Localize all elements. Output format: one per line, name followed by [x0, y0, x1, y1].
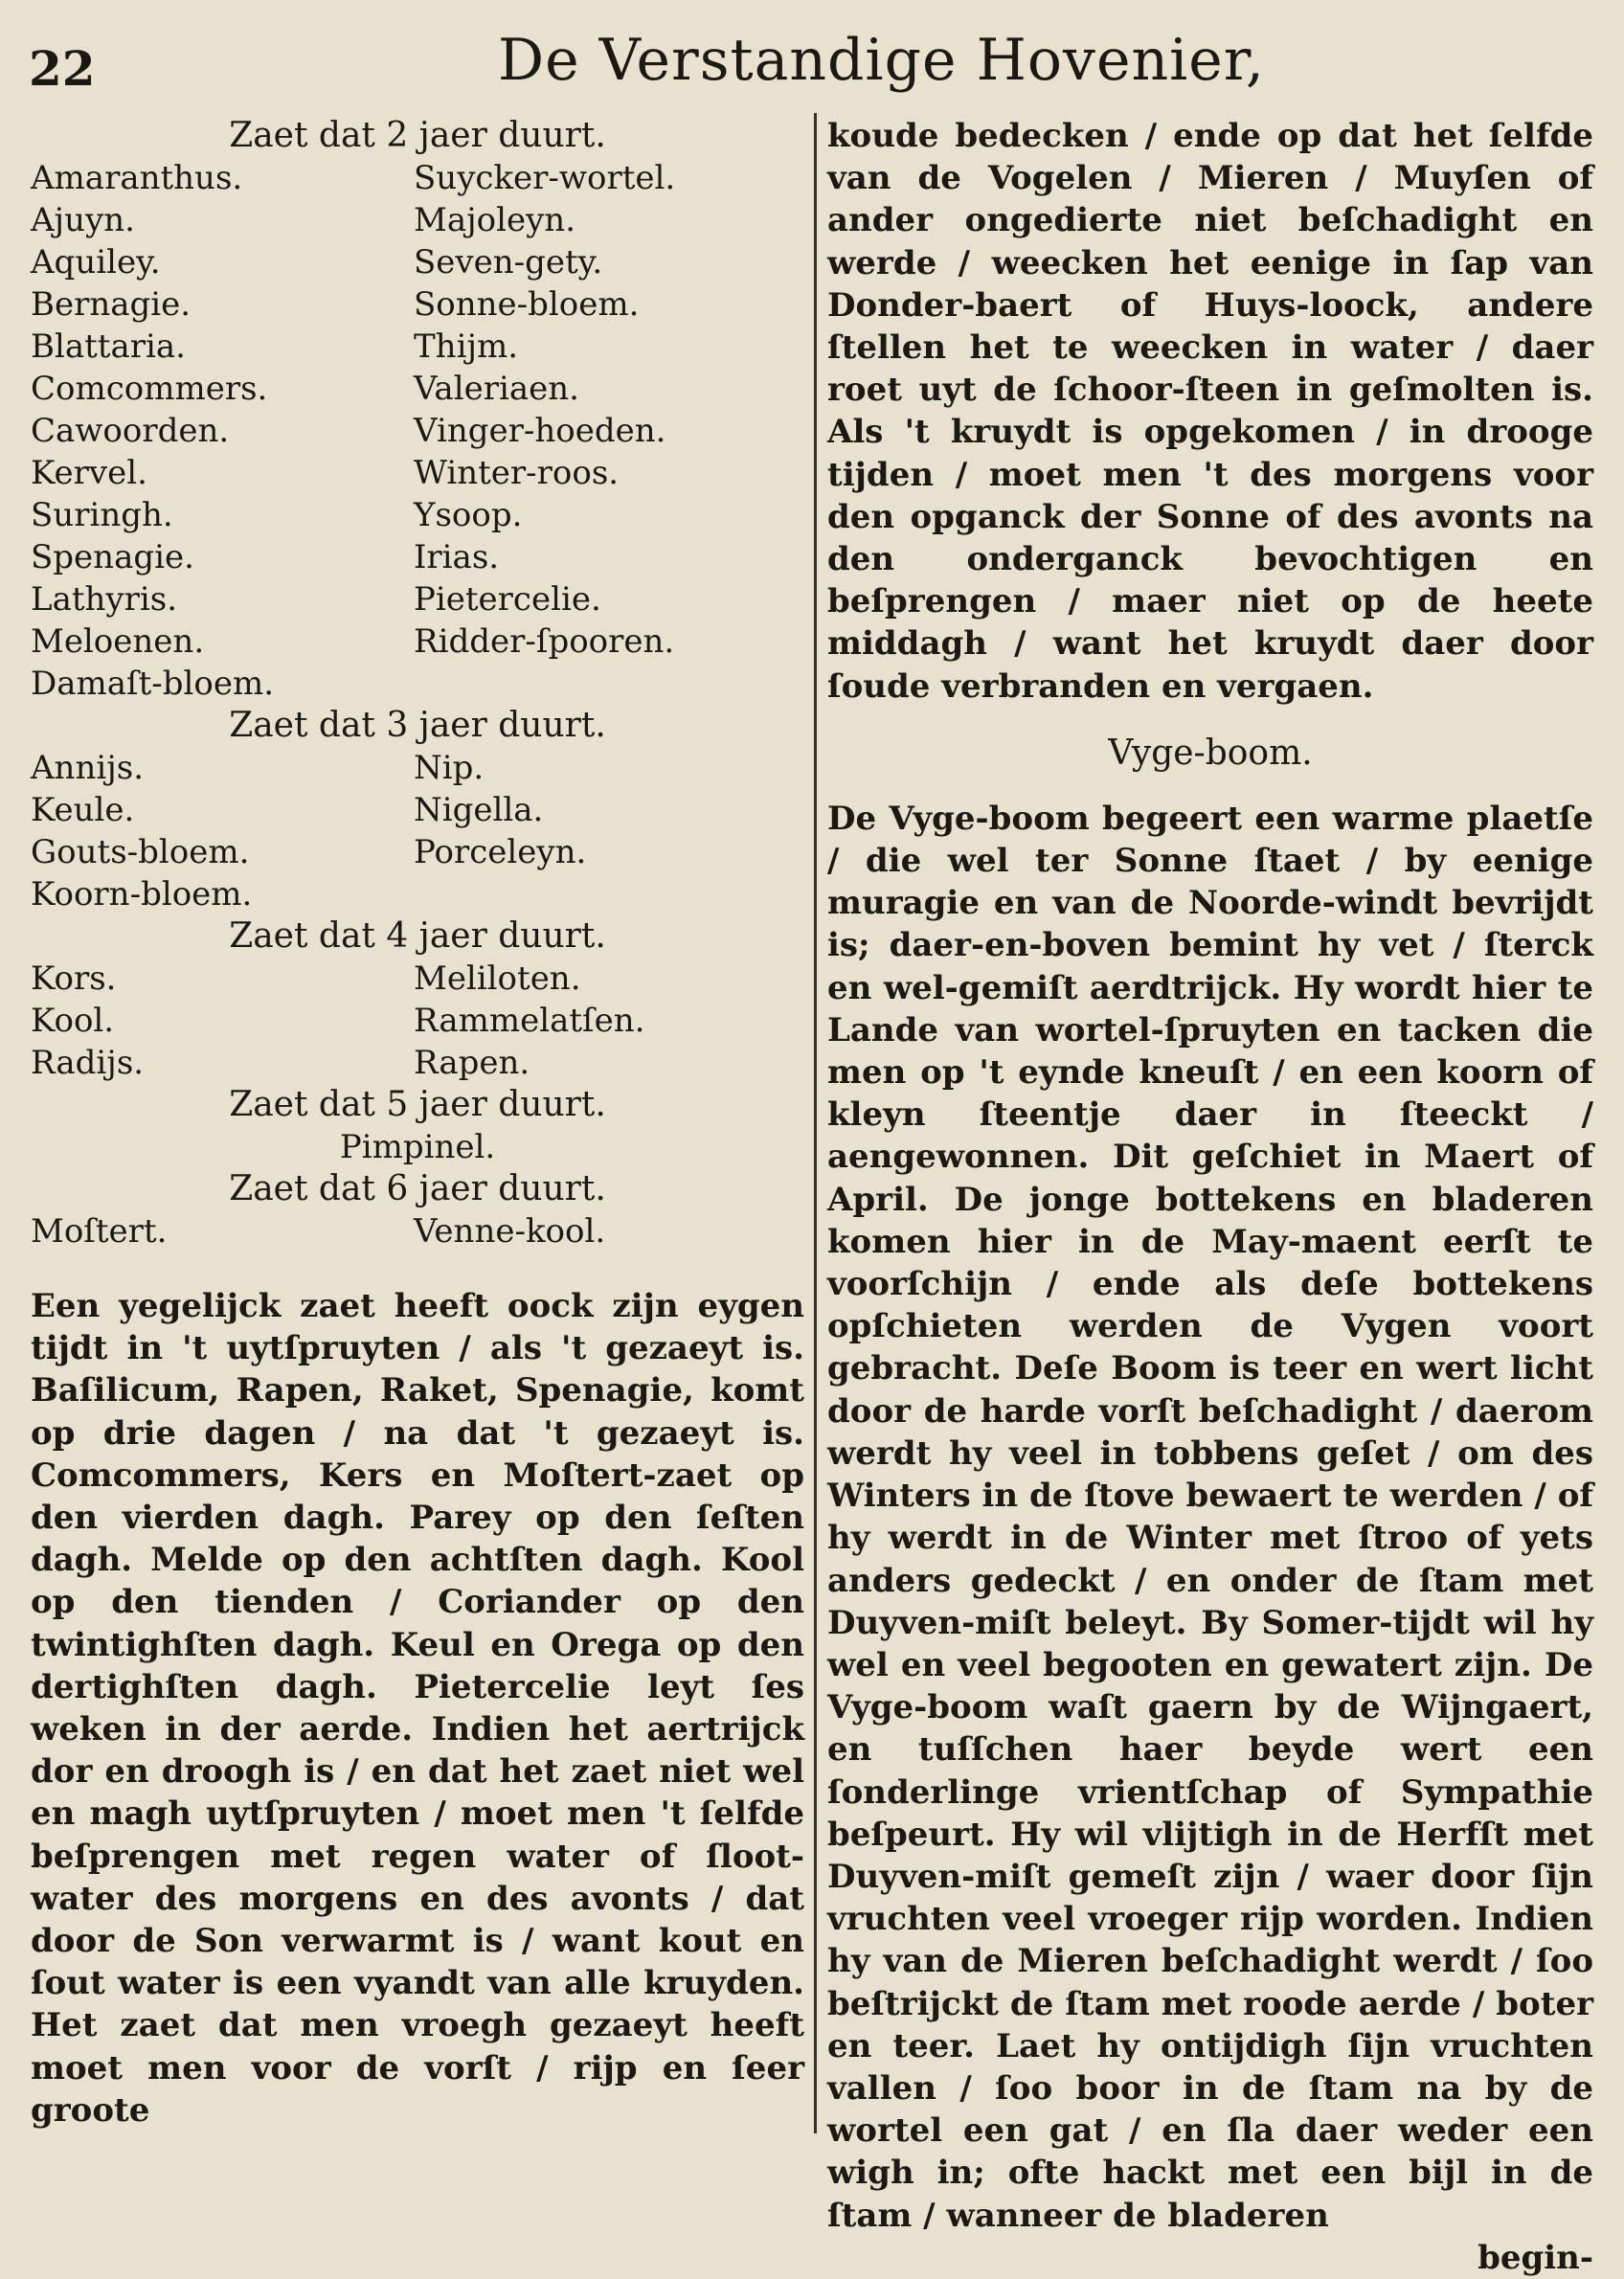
seed-row [31, 452, 804, 494]
seed-row [31, 578, 804, 621]
seed-name: Kervel. [31, 454, 147, 492]
seed-name: Radijs. [31, 1044, 145, 1082]
seed-name: Meliloten. [414, 959, 581, 998]
running-title: De Verstandige Hovenier, [498, 27, 1265, 94]
seed-name: Thijm. [414, 327, 519, 366]
seed-row [31, 789, 804, 831]
seed-name: Damaſt-bloem. [31, 665, 275, 703]
seed-row [31, 494, 804, 536]
seed-name: Valeriaen. [414, 370, 579, 408]
seed-row [31, 1000, 804, 1042]
seed-row [31, 621, 804, 663]
seed-name: Rammelatſen. [414, 1002, 645, 1040]
seed-name: Suycker-wortel. [414, 159, 676, 197]
vyge-boom-paragraph: De Vyge-boom begeert een warme plaetſe / die wel ter Sonne ſtaet / by eenige muragie en van de Noorde-windt bevrijdt is; daer-en-boven bemint hy vet / ſterck en wel-gemiſt aerdtrijck. Hy wordt hier te Lande van wortel-ſpruyten en tacken die men op 't eynde kneuſt / en een koorn of kleyn ſteentje daer in ſteeckt / aengewonnen. Dit geſchiet in Maert of April. De jonge bottekens en bladeren komen hier in de May-maent eerſt te voorſchijn / ende als deſe bottekens opſchieten werden de Vygen voort gebracht. Deſe Boom is teer en wert licht door de harde vorſt beſchadight / daerom werdt hy veel in tobbens geſet / om des Winters in de ſtove bewaert te werden / of hy werdt in de Winter met ſtroo of yets anders gedeckt / en onder de ſtam met Duyven-miſt beleyt. By Somer-tijdt wil hy wel en veel begooten en gewatert zijn. De Vyge-boom waſt gaern by de Wijngaert, en tuſſchen haer beyde wert een ſonderlinge vrientſchap of Sympathie beſpeurt. Hy wil vlijtigh in de Herfſt met Duyven-miſt gemeſt zijn / waer door ſijn vruchten veel vroeger rijp worden. Indien hy van de Mieren beſchadight werdt / ſoo beſtrijckt de ſtam met roode aerde / boter en teer. Laet hy ontijdigh ſijn vruchten vallen / ſoo boor in de ſtam na by de wortel een gat / en ſla daer weder een wigh in; ofte hackt met een bijl in de ſtam / wanneer de bladeren [827, 799, 1593, 2235]
seed-lists [31, 115, 804, 1252]
seed-row [31, 241, 804, 283]
seed-name: Irias. [414, 538, 500, 576]
seed-name: Blattaria. [31, 327, 186, 366]
seed-group-heading: Zaet dat 5 jaer duurt. [229, 1085, 606, 1124]
seed-group-heading: Zaet dat 4 jaer duurt. [229, 916, 606, 956]
seed-row [31, 536, 804, 578]
seed-name: Kors. [31, 959, 117, 998]
seed-row [31, 1210, 804, 1252]
seed-row [31, 958, 804, 1000]
seed-name-centered: Pimpinel. [339, 1128, 496, 1166]
seed-row [31, 326, 804, 368]
page-number: 22 [29, 40, 96, 97]
seed-name: Kool. [31, 1002, 115, 1040]
seed-name: Bernagie. [31, 285, 192, 324]
seed-row [31, 663, 804, 705]
seed-name: Meloenen. [31, 622, 205, 661]
protection-paragraph: koude bedecken / ende op dat het ſelfde van de Vogelen / Mieren / Muyſen of ander ongedierte niet beſchadight en werde / weecken het eenige in ſap van Donder-baert of Huys-loock, andere ſtellen het te weecken in water / daer roet uyt de ſchoor-ſteen in geſmolten is. Als 't kruydt is opgekomen / in drooge tijden / moet men 't des morgens voor den opganck der Sonne of des avonts na den onderganck bevochtigen en beſprengen / maer niet op de heete middagh / want het kruydt daer door ſoude verbranden en vergaen. [827, 117, 1593, 706]
seed-name: Moſtert. [31, 1212, 168, 1251]
seed-name: Keule. [31, 791, 135, 829]
seed-name: Ysoop. [414, 496, 523, 534]
seed-row [31, 831, 804, 873]
seed-row [31, 410, 804, 452]
seed-name: Venne-kool. [414, 1212, 606, 1251]
seed-name [414, 873, 797, 915]
seed-name: Ridder-ſpooren. [414, 622, 675, 661]
seed-name: Lathyris. [31, 580, 177, 619]
seed-row [31, 1042, 804, 1084]
seed-name: Rapen. [414, 1044, 530, 1082]
seed-name: Nigella. [414, 791, 544, 829]
column-divider [814, 113, 817, 2133]
seed-name: Annijs. [31, 749, 145, 787]
seed-name: Koorn-bloem. [31, 875, 253, 914]
seed-name: Ajuyn. [31, 201, 135, 239]
seed-name: Cawoorden. [31, 412, 230, 450]
seed-name: Sonne-bloem. [414, 285, 640, 324]
seed-name: Aquiley. [31, 243, 161, 282]
catchword: begin- [1477, 2238, 1593, 2277]
seed-row [31, 873, 804, 915]
seed-row [31, 283, 804, 326]
seed-group-heading: Zaet dat 6 jaer duurt. [229, 1169, 606, 1208]
seed-name: Pietercelie. [414, 580, 601, 619]
seed-row [31, 157, 804, 199]
seed-name: Winter-roos. [414, 454, 620, 492]
section-title-vyge-boom: Vyge-boom. [1108, 733, 1313, 773]
seed-name: Vinger-hoeden. [414, 412, 666, 450]
seed-group-heading: Zaet dat 3 jaer duurt. [229, 706, 606, 745]
seed-row [31, 368, 804, 410]
seed-name: Nip. [414, 749, 485, 787]
left-column [31, 115, 804, 2132]
right-column [827, 115, 1593, 2279]
seed-row [31, 199, 804, 241]
seed-name: Comcommers. [31, 370, 268, 408]
seed-name: Porceleyn. [414, 833, 587, 871]
seed-name [414, 663, 797, 705]
seed-name: Suringh. [31, 496, 173, 534]
seed-group-heading: Zaet dat 2 jaer duurt. [229, 116, 606, 155]
seed-name: Seven-gety. [414, 243, 603, 282]
seed-row [31, 747, 804, 789]
seed-name: Majoleyn. [414, 201, 576, 239]
seed-name: Spenagie. [31, 538, 194, 576]
seed-name: Gouts-bloem. [31, 833, 250, 871]
seed-name: Amaranthus. [31, 159, 243, 197]
seed-germination-paragraph: Een yegelijck zaet heeft oock zijn eygen tijdt in 't uytſpruyten / als 't gezaeyt is. Baſilicum, Rapen, Raket, Spenagie, komt op drie dagen / na dat 't gezaeyt is. Comcommers, Kers en Moſtert-zaet op den vierden dagh. Parey op den ſeſten dagh. Melde op den achtſten dagh. Kool op den tienden / Coriander op den twintighſten dagh. Keul en Orega op den dertighſten dagh. Pietercelie leyt ſes weken in der aerde. Indien het aertrijck dor en droogh is / en dat het zaet niet wel en magh uytſpruyten / moet men 't ſelfde beſprengen met regen water of ſloot-water des morgens en des avonts / dat door de Son verwarmt is / want kout en ſout water is een vyandt van alle kruyden. Het zaet dat men vroegh gezaeyt heeft moet men voor de vorſt / rijp en ſeer groote [31, 1287, 804, 2130]
